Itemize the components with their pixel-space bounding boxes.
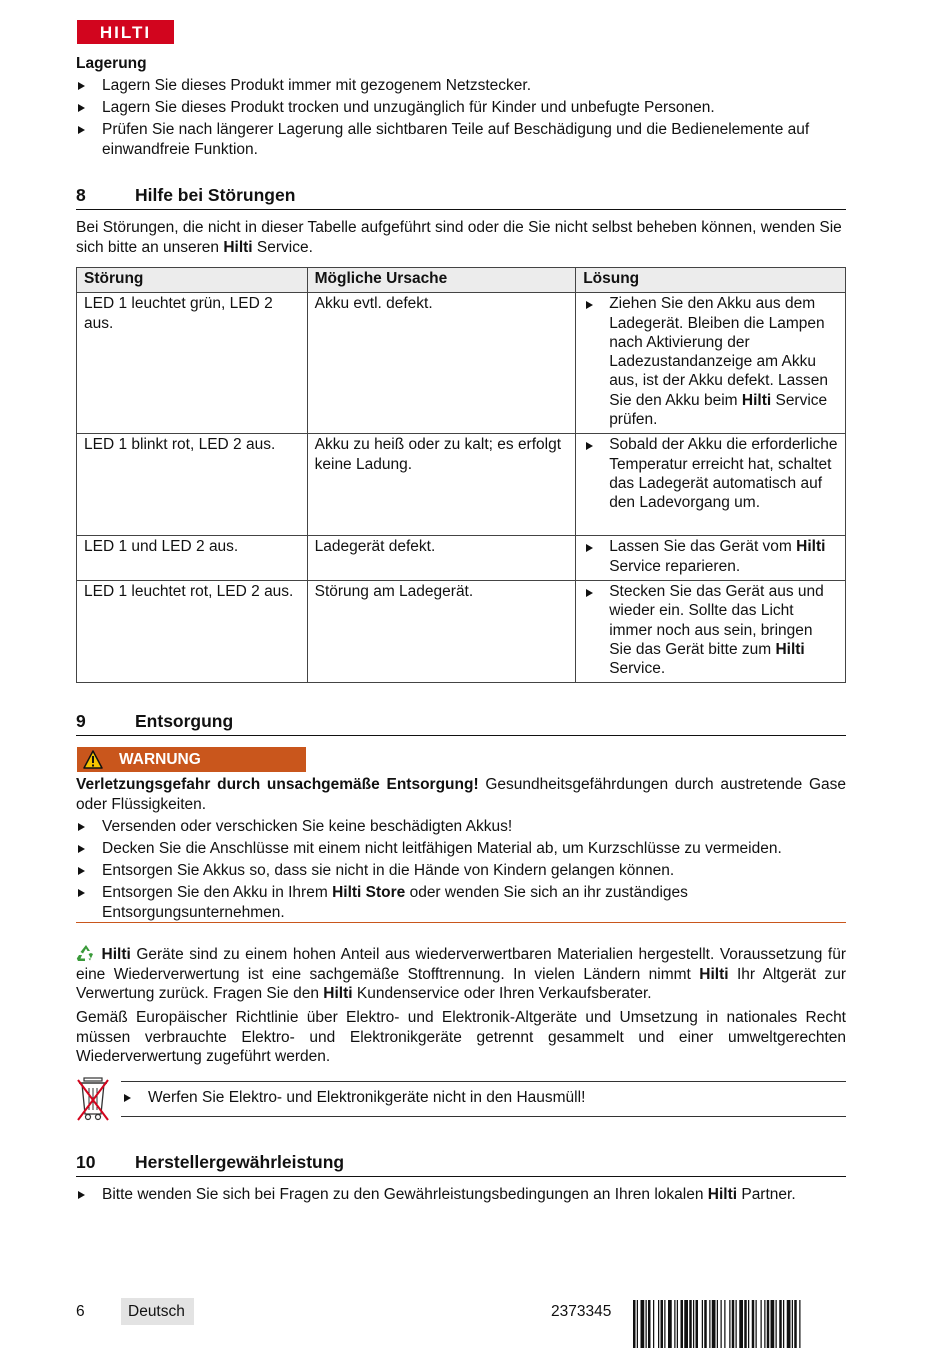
table-row — [77, 434, 846, 536]
section-title: Entsorgung — [135, 711, 234, 731]
warning-text: Verletzungsgefahr durch unsachgemäße Entsorgung! Gesundheitsgefährdungen durch austretende Gase oder Flüssigkeiten. — [76, 776, 846, 813]
storage-item: Lagern Sie dieses Produkt immer mit gezogenem Netzstecker. — [76, 76, 846, 96]
column-header: Störung — [77, 268, 308, 293]
document-number: 2373345 — [551, 1303, 612, 1320]
warranty-item: Bitte wenden Sie sich bei Fragen zu den Gewährleistungsbedingungen an Ihren lokalen Hilti Partner. — [76, 1185, 846, 1205]
hilti-logo — [77, 20, 174, 44]
crossed-out-bin-icon — [76, 1076, 110, 1122]
fault-cell: LED 1 leuchtet rot, LED 2 aus. — [77, 580, 308, 682]
language-tag: Deutsch — [121, 1298, 194, 1325]
cause-cell: Akku zu heiß oder zu kalt; es erfolgt keine Ladung. — [307, 434, 576, 536]
solution-cell: Sobald der Akku die erforderliche Temperatur erreicht hat, schaltet das Ladegerät automatisch auf den Ladevorgang um. — [576, 434, 846, 536]
warning-item: Entsorgen Sie Akkus so, dass sie nicht in die Hände von Kindern gelangen können. — [76, 861, 846, 881]
section-8-intro: Bei Störungen, die nicht in dieser Tabelle aufgeführt sind oder die Sie nicht selbst beheben können, wenden Sie sich bitte an unseren Hilti Service. — [76, 219, 842, 256]
warning-end-divider — [76, 922, 846, 923]
section-number: 9 — [76, 711, 86, 731]
cause-cell: Akku evtl. defekt. — [307, 293, 576, 434]
cause-cell: Störung am Ladegerät. — [307, 580, 576, 682]
warning-label: WARNUNG — [119, 751, 201, 768]
warning-triangle-icon — [83, 750, 103, 769]
solution-cell: Ziehen Sie den Akku aus dem Ladegerät. Bleiben die Lampen nach Aktivierung der Ladezustandanzeige am Akku aus, ist der Akku defekt. Lassen Sie den Akku beim Hilti Service prüfen. — [576, 293, 846, 434]
page-number: 6 — [76, 1303, 85, 1320]
table-row — [77, 580, 846, 682]
weee-top-divider — [121, 1081, 846, 1082]
weee-item: Werfen Sie Elektro- und Elektronikgeräte nicht in den Hausmüll! — [122, 1088, 846, 1108]
fault-cell: LED 1 und LED 2 aus. — [77, 536, 308, 581]
section-title: Herstellergewährleistung — [135, 1152, 345, 1172]
warranty-list — [76, 1185, 846, 1207]
table-header-row — [77, 268, 846, 293]
barcode — [633, 1300, 846, 1348]
storage-heading: Lagerung — [76, 55, 147, 72]
table-row — [77, 293, 846, 434]
warning-item: Entsorgen Sie den Akku in Ihrem Hilti Store oder wenden Sie sich an ihr zuständiges Entsorgungsunternehmen. — [76, 883, 846, 922]
section-9-heading — [76, 710, 846, 736]
eu-directive-paragraph: Gemäß Europäischer Richtlinie über Elektro- und Elektronik-Altgeräte und Umsetzung in nationales Recht müssen verbrauchte Elektro- und Elektronikgeräte getrennt gesammelt und einer umweltgerechten Wiederverwertung zugeführt werden. — [76, 1009, 846, 1065]
fault-cell: LED 1 leuchtet grün, LED 2 aus. — [77, 293, 308, 434]
fault-cell: LED 1 blinkt rot, LED 2 aus. — [77, 434, 308, 536]
recycling-icon — [76, 944, 96, 962]
table-row — [77, 536, 846, 581]
weee-bottom-divider — [121, 1116, 846, 1117]
solution-cell: Lassen Sie das Gerät vom Hilti Service reparieren. — [576, 536, 846, 581]
hilti-logo-text: HILTI — [99, 23, 152, 42]
section-number: 8 — [76, 185, 86, 205]
storage-item: Prüfen Sie nach längerer Lagerung alle sichtbaren Teile auf Beschädigung und die Bedienelemente auf einwandfreie Funktion. — [76, 120, 846, 159]
column-header: Mögliche Ursache — [307, 268, 576, 293]
weee-list — [122, 1088, 846, 1110]
warning-item: Decken Sie die Anschlüsse mit einem nicht leitfähigen Material ab, um Kurzschlüsse zu vermeiden. — [76, 839, 846, 859]
storage-item: Lagern Sie dieses Produkt trocken und unzugänglich für Kinder und unbefugte Personen. — [76, 98, 846, 118]
column-header: Lösung — [576, 268, 846, 293]
solution-cell: Stecken Sie das Gerät aus und wieder ein. Sollte das Licht immer noch aus sein, bringen Sie das Gerät bitte zum Hilti Service. — [576, 580, 846, 682]
section-title: Hilfe bei Störungen — [135, 185, 296, 205]
section-number: 10 — [76, 1152, 96, 1172]
warning-list — [76, 817, 846, 925]
storage-list — [76, 76, 846, 162]
warning-item: Versenden oder verschicken Sie keine beschädigten Akkus! — [76, 817, 846, 837]
section-8-heading — [76, 184, 846, 210]
recycling-paragraph: Hilti Geräte sind zu einem hohen Anteil aus wiederverwertbaren Materialien hergestellt. Voraussetzung für eine Wiederverwertung ist eine sachgemäße Stofftrennung. In vielen Ländern nimmt Hilti Ihr Altgerät zur Verwertung zurück. Fragen Sie den Hilti Kundenservice oder Ihren Verkaufsberater. — [76, 946, 846, 1002]
cause-cell: Ladegerät defekt. — [307, 536, 576, 581]
warning-banner — [77, 747, 306, 772]
troubleshooting-table — [76, 267, 846, 683]
section-10-heading — [76, 1151, 846, 1177]
